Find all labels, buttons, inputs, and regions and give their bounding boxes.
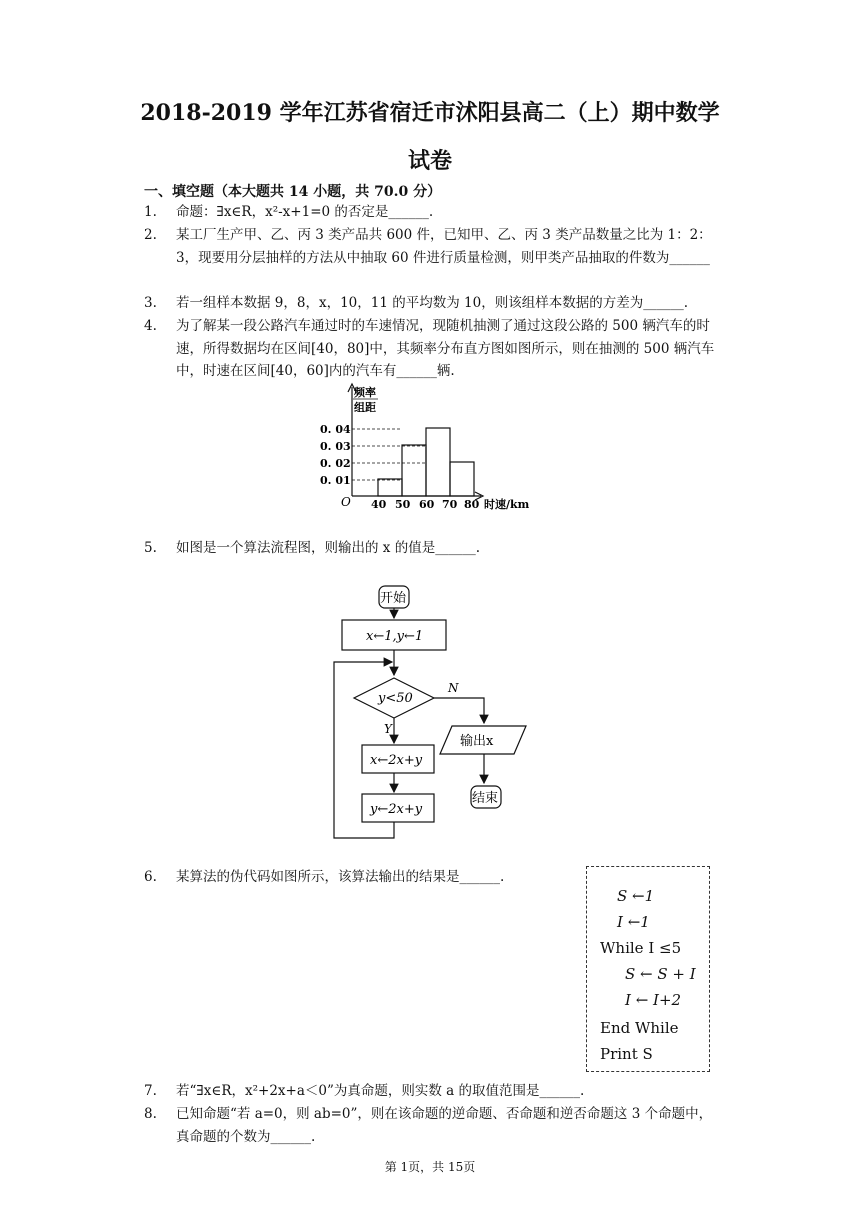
flow-init: x←1,y←1 [366,629,424,644]
pseudocode-line: I ←1 [617,913,650,931]
question-number: 6. [144,869,157,885]
histogram-xlabel: 时速/km [484,498,530,511]
doc-title-line2: 试卷 [407,148,452,174]
question-text: 命题：∃x∈R，x²-x+1=0 的否定是______. [176,204,434,220]
flow-step1: x←2x+y [370,753,423,768]
question-number: 3. [144,295,157,311]
histogram-bar [378,479,402,496]
flow-start: 开始 [380,591,407,606]
flow-output: 输出x [460,734,494,749]
question-text: 如图是一个算法流程图，则输出的 x 的值是______. [176,540,480,556]
xtick-label: 60 [419,498,435,511]
flow-no-label: N [448,681,459,695]
ytick-label: 0. 02 [320,457,351,470]
pseudocode-line: I ← I+2 [625,991,682,1009]
question-text: 为了解某一段公路汽车通过时的车速情况，现随机抽测了通过这段公路的 500 辆汽车的时速，所得数据均在区间[40，80]中，其频率分布直方图如图所示，则在抽测的 500 辆汽车中，时速在区间[40，60]内的汽车有______辆. [176,318,715,379]
section-heading: 一、填空题（本大题共 14 小题，共 70.0 分） [144,184,442,200]
histogram-ylabel-top: 频率 [354,386,376,399]
histogram-bar [426,428,450,496]
flow-condition: y<50 [378,691,413,706]
xtick-label: 50 [395,498,411,511]
question-text: 若一组样本数据 9，8，x，10，11 的平均数为 10，则该组样本数据的方差为______. [176,295,688,311]
ytick-label: 0. 04 [320,423,351,436]
question-number: 2. [144,227,157,243]
histogram-bar [450,462,474,496]
question-number: 8. [144,1106,157,1122]
origin-label: O [341,495,351,509]
pseudocode-line: Print S [600,1045,653,1063]
question-number: 5. [144,540,157,556]
question-text: 已知命题“若 a=0，则 ab=0”，则在该命题的逆命题、否命题和逆否命题这 3 个命题中，真命题的个数为______. [176,1106,713,1145]
pseudocode-line: S ← S + I [625,965,696,983]
question-text: 某算法的伪代码如图所示，该算法输出的结果是______. [176,869,505,885]
ytick-label: 0. 03 [320,440,351,453]
flow-yes-label: Y [384,722,392,736]
xtick-label: 80 [464,498,480,511]
frequency-histogram [316,382,546,514]
histogram-ylabel-bottom: 组距 [354,401,376,414]
xtick-label: 70 [442,498,458,511]
page-footer: 第 1页，共 15页 [384,1160,476,1174]
doc-title-line1: 2018-2019 学年江苏省宿迁市沭阳县高二（上）期中数学 [140,100,720,126]
ytick-label: 0. 01 [320,474,351,487]
question-number: 4. [144,318,157,334]
question-number: 1. [144,204,157,220]
algorithm-flowchart [320,582,550,844]
question-text: 若“∃x∈R，x²+2x+a＜0”为真命题，则实数 a 的取值范围是______. [176,1083,585,1099]
question-number: 7. [144,1083,157,1099]
flow-end: 结束 [472,791,499,806]
question-text: 某工厂生产甲、乙、丙 3 类产品共 600 件，已知甲、乙、丙 3 类产品数量之比为 1：2：3，现要用分层抽样的方法从中抽取 60 件进行质量检测，则甲类产品抽取的件数为______ [176,227,712,266]
pseudocode-box [586,866,710,1072]
pseudocode-line: End While [600,1019,679,1037]
pseudocode-line: S ←1 [617,887,655,905]
xtick-label: 40 [371,498,387,511]
flow-step2: y←2x+y [370,802,423,817]
histogram-bar [402,445,426,496]
pseudocode-line: While I ≤5 [600,939,682,957]
